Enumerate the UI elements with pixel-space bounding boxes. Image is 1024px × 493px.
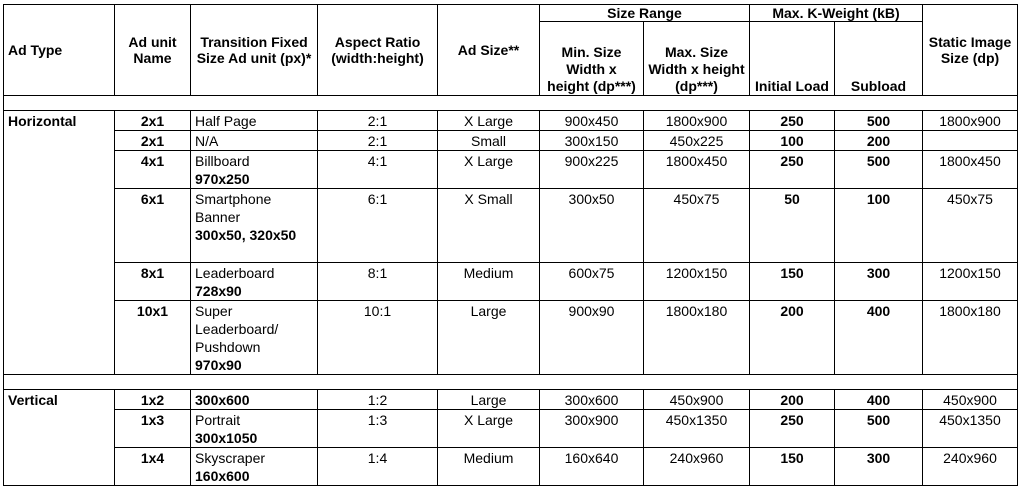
static-image-cell: 450x900 (923, 390, 1018, 410)
ad-unit-cell: 8x1 (115, 263, 191, 301)
ad-size-cell: Large (438, 390, 540, 410)
subload-cell: 200 (835, 131, 923, 151)
transition-size: 300x1050 (195, 430, 258, 446)
ad-spec-table-container (3, 4, 1018, 486)
transition-cell (191, 410, 318, 448)
transition-name: Billboard (195, 153, 250, 169)
max-size-cell: 1800x180 (644, 301, 750, 375)
min-size-cell: 160x640 (540, 448, 644, 486)
transition-cell (191, 301, 318, 375)
min-size-cell: 600x75 (540, 263, 644, 301)
spacer-cell (4, 96, 1018, 111)
static-image-cell: 1800x180 (923, 301, 1018, 375)
max-size-cell: 450x225 (644, 131, 750, 151)
initial-load-cell: 150 (750, 448, 835, 486)
header-max-size: Max. Size Width x height (dp***) (644, 22, 750, 96)
subload-cell: 400 (835, 390, 923, 410)
ad-unit-cell: 2x1 (115, 111, 191, 131)
initial-load-cell: 250 (750, 410, 835, 448)
header-static-image: Static Image Size (dp) (923, 5, 1018, 96)
ad-size-cell: X Small (438, 189, 540, 263)
static-image-cell: 1200x150 (923, 263, 1018, 301)
header-ad-type: Ad Type (4, 5, 115, 96)
ad-type-cell: Horizontal (4, 111, 115, 375)
static-image-cell (923, 131, 1018, 151)
group-spacer-row (4, 96, 1018, 111)
aspect-ratio-cell: 6:1 (318, 189, 438, 263)
table-row (4, 301, 1018, 375)
transition-cell (191, 131, 318, 151)
header-min-size: Min. Size Width x height (dp***) (540, 22, 644, 96)
transition-name: Leaderboard (195, 265, 275, 281)
aspect-ratio-cell: 1:4 (318, 448, 438, 486)
ad-size-cell: X Large (438, 151, 540, 189)
static-image-cell: 1800x450 (923, 151, 1018, 189)
initial-load-cell: 200 (750, 390, 835, 410)
transition-name: Smartphone Banner (195, 191, 272, 225)
aspect-ratio-cell: 8:1 (318, 263, 438, 301)
transition-cell (191, 111, 318, 131)
ad-size-cell: X Large (438, 111, 540, 131)
transition-name: Super Leaderboard/ Pushdown (195, 303, 279, 355)
static-image-cell: 240x960 (923, 448, 1018, 486)
aspect-ratio-cell: 10:1 (318, 301, 438, 375)
table-row (4, 189, 1018, 263)
max-size-cell: 450x75 (644, 189, 750, 263)
max-size-cell: 240x960 (644, 448, 750, 486)
static-image-cell: 450x1350 (923, 410, 1018, 448)
initial-load-cell: 200 (750, 301, 835, 375)
aspect-ratio-cell: 2:1 (318, 131, 438, 151)
transition-size: 970x90 (195, 357, 242, 373)
ad-size-cell: Medium (438, 448, 540, 486)
spacer-cell (4, 375, 1018, 390)
max-size-cell: 450x900 (644, 390, 750, 410)
table-row (4, 131, 1018, 151)
transition-name: Portrait (195, 412, 241, 428)
header-ad-size: Ad Size** (438, 5, 540, 96)
transition-size: 160x600 (195, 468, 250, 484)
initial-load-cell: 100 (750, 131, 835, 151)
aspect-ratio-cell: 4:1 (318, 151, 438, 189)
min-size-cell: 300x900 (540, 410, 644, 448)
transition-size: 970x250 (195, 171, 250, 187)
ad-size-cell: Medium (438, 263, 540, 301)
ad-size-cell: Small (438, 131, 540, 151)
transition-size: 300x600 (195, 392, 250, 408)
transition-cell (191, 263, 318, 301)
subload-cell: 300 (835, 263, 923, 301)
ad-unit-cell: 2x1 (115, 131, 191, 151)
transition-cell (191, 390, 318, 410)
header-transition: Transition Fixed Size Ad unit (px)* (191, 5, 318, 96)
header-size-range: Size Range (540, 5, 750, 22)
header-initial-load: Initial Load (750, 22, 835, 96)
max-size-cell: 1800x900 (644, 111, 750, 131)
min-size-cell: 900x90 (540, 301, 644, 375)
table-body (4, 96, 1018, 486)
subload-cell: 100 (835, 189, 923, 263)
subload-cell: 500 (835, 410, 923, 448)
header-row-top (4, 5, 1018, 22)
header-k-weight: Max. K-Weight (kB) (750, 5, 923, 22)
table-row (4, 111, 1018, 131)
initial-load-cell: 250 (750, 111, 835, 131)
ad-unit-cell: 1x3 (115, 410, 191, 448)
aspect-ratio-cell: 1:3 (318, 410, 438, 448)
transition-size: 728x90 (195, 283, 242, 299)
aspect-ratio-cell: 2:1 (318, 111, 438, 131)
aspect-ratio-cell: 1:2 (318, 390, 438, 410)
transition-name: N/A (195, 133, 219, 149)
table-row (4, 448, 1018, 486)
transition-name: Half Page (195, 113, 257, 129)
max-size-cell: 1800x450 (644, 151, 750, 189)
table-row (4, 263, 1018, 301)
static-image-cell: 450x75 (923, 189, 1018, 263)
table-row (4, 410, 1018, 448)
max-size-cell: 1200x150 (644, 263, 750, 301)
subload-cell: 400 (835, 301, 923, 375)
table-row (4, 390, 1018, 410)
subload-cell: 300 (835, 448, 923, 486)
min-size-cell: 300x150 (540, 131, 644, 151)
max-size-cell: 450x1350 (644, 410, 750, 448)
ad-size-cell: X Large (438, 410, 540, 448)
transition-cell (191, 151, 318, 189)
min-size-cell: 900x225 (540, 151, 644, 189)
group-spacer-row (4, 375, 1018, 390)
transition-cell (191, 448, 318, 486)
ad-spec-table (3, 4, 1018, 486)
transition-size: 300x50, 320x50 (195, 227, 297, 243)
min-size-cell: 300x600 (540, 390, 644, 410)
ad-unit-cell: 10x1 (115, 301, 191, 375)
transition-cell (191, 189, 318, 263)
subload-cell: 500 (835, 151, 923, 189)
ad-type-cell: Vertical (4, 390, 115, 486)
transition-name: Skyscraper (195, 450, 266, 466)
initial-load-cell: 150 (750, 263, 835, 301)
subload-cell: 500 (835, 111, 923, 131)
table-row (4, 151, 1018, 189)
ad-unit-cell: 4x1 (115, 151, 191, 189)
ad-unit-cell: 1x4 (115, 448, 191, 486)
header-aspect-ratio: Aspect Ratio (width:height) (318, 5, 438, 96)
ad-size-cell: Large (438, 301, 540, 375)
header-subload: Subload (835, 22, 923, 96)
ad-unit-cell: 6x1 (115, 189, 191, 263)
min-size-cell: 300x50 (540, 189, 644, 263)
initial-load-cell: 250 (750, 151, 835, 189)
min-size-cell: 900x450 (540, 111, 644, 131)
initial-load-cell: 50 (750, 189, 835, 263)
static-image-cell: 1800x900 (923, 111, 1018, 131)
ad-unit-cell: 1x2 (115, 390, 191, 410)
header-ad-unit-name: Ad unit Name (115, 5, 191, 96)
